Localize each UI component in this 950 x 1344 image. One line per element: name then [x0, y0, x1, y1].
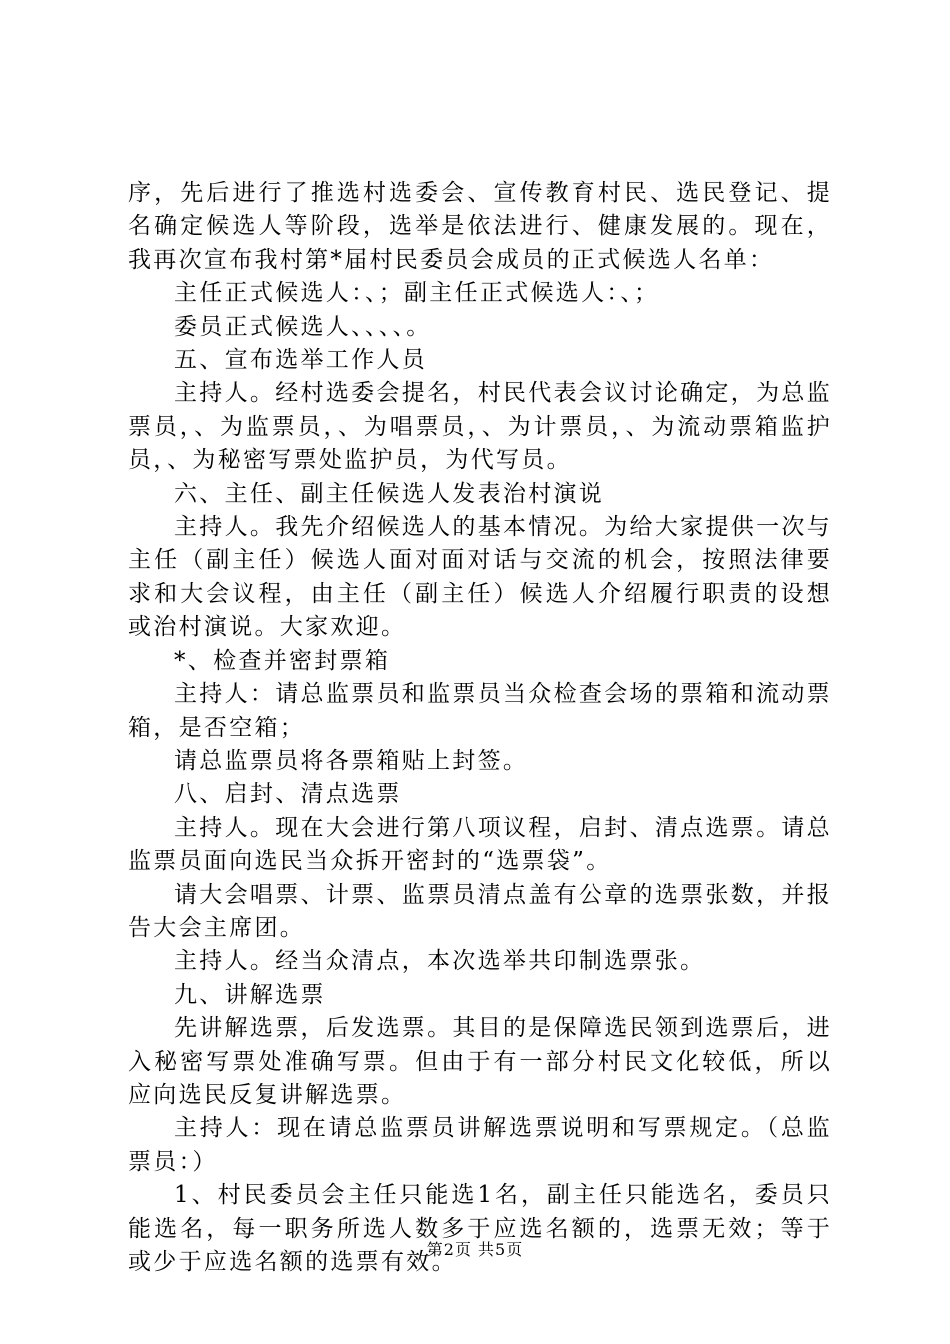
- paragraph-continuation: 序，先后进行了推选村选委会、宣传教育村民、选民登记、提名确定候选人等阶段，选举是依法进行、健康发展的。现在，我再次宣布我村第*届村民委员会成员的正式候选人名单：: [128, 180, 832, 273]
- section-heading-7: *、检查并密封票箱: [174, 647, 391, 674]
- paragraph-ballot-rule-1: 1、村民委员会主任只能选1名，副主任只能选名，委员只能选名，每一职务所选人数多于应选名额的，选票无效；等于或少于应选名额的选票有效。: [128, 1182, 832, 1275]
- section-heading-9: 九、讲解选票: [174, 981, 326, 1008]
- paragraph-count-ballots: 请大会唱票、计票、监票员清点盖有公章的选票张数，并报告大会主席团。: [128, 881, 832, 941]
- paragraph-seal-ballot-box: 请总监票员将各票箱贴上封签。: [174, 747, 529, 774]
- paragraph-explain-ballots: 先讲解选票，后发选票。其目的是保障选民领到选票后，进入秘密写票处准确写票。但由于有一部分村民文化较低，所以应向选民反复讲解选票。: [128, 1015, 832, 1108]
- paragraph-candidate-speech: 主持人。我先介绍候选人的基本情况。为给大家提供一次与主任（副主任）候选人面对面对话与交流的机会，按照法律要求和大会议程，由主任（副主任）候选人介绍履行职责的设想或治村演说。大家欢迎。: [128, 514, 832, 641]
- paragraph-check-ballot-box: 主持人：请总监票员和监票员当众检查会场的票箱和流动票箱，是否空箱；: [128, 681, 832, 741]
- section-heading-8: 八、启封、清点选票: [174, 781, 402, 808]
- paragraph-open-ballots: 主持人。现在大会进行第八项议程，启封、清点选票。请总监票员面向选民当众拆开密封的“选票袋”。: [128, 814, 832, 875]
- paragraph-ballot-total: 主持人。经当众清点，本次选举共印制选票张。: [174, 948, 706, 975]
- page-footer: 第2页 共5页: [426, 1240, 524, 1259]
- section-heading-5: 五、宣布选举工作人员: [174, 347, 427, 374]
- paragraph-member-candidates: 委员正式候选人、、、、。: [174, 313, 432, 340]
- document-body: [128, 177, 832, 1279]
- paragraph-staff-list: 主持人。经村选委会提名，村民代表会议讨论确定，为总监票员，、为监票员，、为唱票员，、为计票员，、为流动票箱监护员，、为秘密写票处监护员，为代写员。: [128, 380, 832, 474]
- section-heading-6: 六、主任、副主任候选人发表治村演说: [174, 480, 605, 507]
- paragraph-ballot-rules-intro: 主持人：现在请总监票员讲解选票说明和写票规定。（总监票员：）: [128, 1115, 832, 1175]
- paragraph-director-candidates: 主任正式候选人：、；副主任正式候选人：、；: [174, 280, 660, 307]
